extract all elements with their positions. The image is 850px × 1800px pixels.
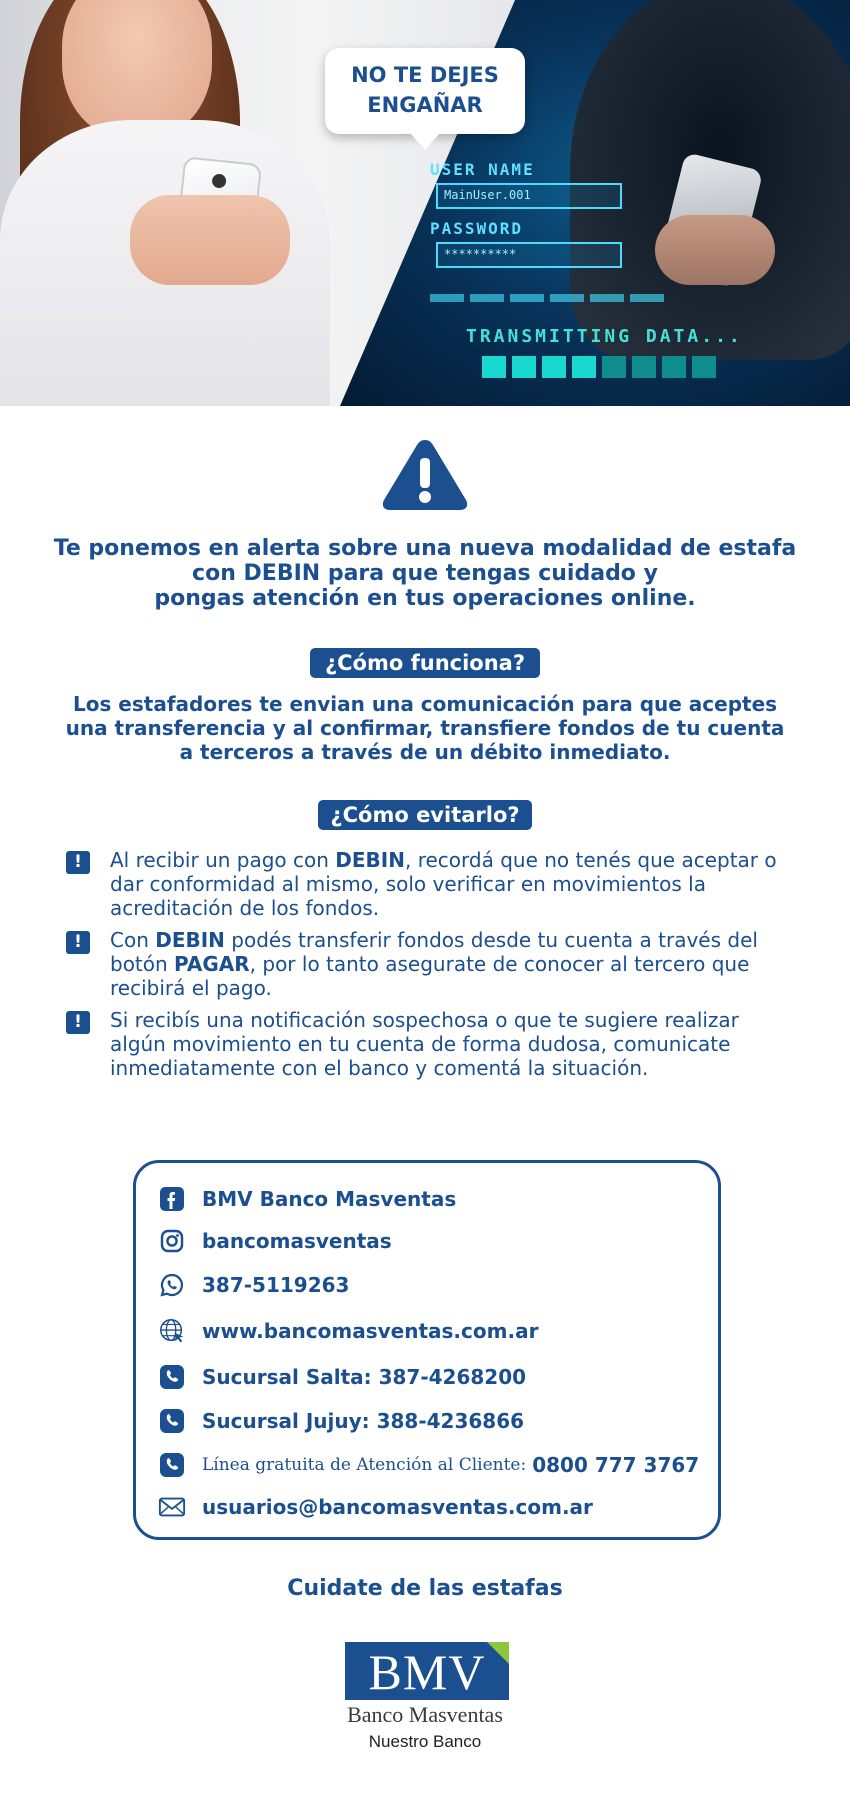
warning-icon	[380, 436, 470, 512]
exclamation-icon: !	[66, 1011, 90, 1034]
intro-line: Te ponemos en alerta sobre una nueva modalidad de estafa	[53, 536, 797, 561]
intro-line: pongas atención en tus operaciones online.	[154, 586, 696, 611]
tip-text: Si recibís una notificación sospechosa o que te sugiere realizar algún movimiento en tu cuenta de forma dudosa, comunicate inmediatamente con el banco y comentá la situación.	[110, 1008, 739, 1080]
logo-mark: BMV	[368, 1644, 486, 1700]
globe-icon	[158, 1317, 186, 1345]
progress-segment	[572, 356, 596, 378]
intro-text	[40, 536, 810, 611]
tip-text: Al recibir un pago con	[110, 848, 336, 872]
how-to-avoid-heading: ¿Cómo evitarlo?	[318, 800, 532, 830]
logo-slogan: Nuestro Banco	[368, 1732, 482, 1751]
how-line: Los estafadores te envian una comunicación para que aceptes	[72, 692, 778, 716]
contact-email[interactable]	[158, 1491, 593, 1523]
tip-bold: DEBIN	[155, 928, 225, 952]
hotline-label: Línea gratuita de Atención al Cliente:	[202, 1455, 527, 1475]
salta-text: Sucursal Salta: 387-4268200	[202, 1365, 527, 1389]
speech-bubble	[325, 48, 525, 134]
progress-segment	[542, 356, 566, 378]
hud-password-field: **********	[436, 242, 622, 268]
contact-whatsapp[interactable]	[158, 1269, 349, 1301]
contact-jujuy[interactable]	[158, 1405, 524, 1437]
phone-icon	[158, 1363, 186, 1391]
tip-text: , por lo tanto asegurate de conocer al tercero que recibirá el pago.	[110, 952, 750, 1000]
transmit-progress-bar	[482, 356, 716, 378]
woman-hands	[130, 195, 290, 285]
bubble-text: NO TE DEJES ENGAÑAR	[351, 63, 499, 117]
facebook-text: BMV Banco Masventas	[202, 1187, 457, 1211]
whatsapp-text: 387-5119263	[202, 1273, 350, 1297]
contact-salta[interactable]	[158, 1361, 526, 1393]
hero-banner	[0, 0, 850, 406]
hud-user-label: USER NAME	[430, 160, 535, 179]
contact-facebook[interactable]	[158, 1183, 456, 1215]
phone-icon	[158, 1451, 186, 1479]
tip-bold: PAGAR	[174, 952, 250, 976]
contact-instagram[interactable]	[158, 1225, 392, 1257]
instagram-text: bancomasventas	[202, 1229, 392, 1253]
exclamation-icon: !	[66, 851, 90, 874]
jujuy-text: Sucursal Jujuy: 388-4236866	[202, 1409, 525, 1433]
whatsapp-icon	[158, 1271, 186, 1299]
email-link: usuarios@bancomasventas.com.ar	[202, 1495, 593, 1519]
tagline: Cuidate de las estafas	[287, 1576, 563, 1601]
hud-password-label: PASSWORD	[430, 219, 524, 238]
tip-item	[66, 848, 786, 920]
contact-website[interactable]	[158, 1315, 538, 1347]
instagram-icon	[158, 1227, 186, 1255]
woman-face	[62, 0, 212, 140]
intro-line: con DEBIN para que tengas cuidado y	[192, 561, 658, 586]
tip-text: , recordá que no tenés que aceptar o dar conformidad al mismo, solo verificar en movimientos la acreditación de los fondos.	[110, 848, 777, 920]
how-it-works-text	[40, 692, 810, 764]
transmitting-data-text: TRANSMITTING DATA...	[466, 326, 743, 347]
how-line: una transferencia y al confirmar, transfiere fondos de tu cuenta	[65, 716, 785, 740]
tip-text: podés transferir fondos desde tu cuenta a través del botón	[110, 928, 758, 976]
facebook-icon	[158, 1185, 186, 1213]
phone-icon	[158, 1407, 186, 1435]
hud-bars	[430, 294, 670, 302]
contact-box	[133, 1160, 721, 1540]
hotline-number: 0800 777 3767	[532, 1453, 700, 1477]
hacker-hand	[655, 215, 775, 285]
progress-segment	[692, 356, 716, 378]
tip-item	[66, 928, 786, 1000]
website-link: www.bancomasventas.com.ar	[202, 1319, 539, 1343]
mail-icon	[158, 1493, 186, 1521]
login-hud	[430, 160, 622, 278]
exclamation-icon: !	[66, 931, 90, 954]
how-line: a terceros a través de un débito inmediato.	[179, 740, 671, 764]
tip-item	[66, 1008, 786, 1080]
progress-segment	[632, 356, 656, 378]
how-it-works-heading: ¿Cómo funciona?	[310, 648, 540, 678]
tip-bold: DEBIN	[335, 848, 405, 872]
progress-segment	[512, 356, 536, 378]
logo-bank-name: Banco Masventas	[347, 1702, 503, 1727]
hud-user-field: MainUser.001	[436, 183, 622, 209]
tip-text: Con	[110, 928, 156, 952]
tips-list	[66, 848, 786, 1088]
contact-hotline[interactable]	[158, 1449, 699, 1481]
progress-segment	[602, 356, 626, 378]
progress-segment	[662, 356, 686, 378]
progress-segment	[482, 356, 506, 378]
bmv-logo	[345, 1642, 509, 1700]
